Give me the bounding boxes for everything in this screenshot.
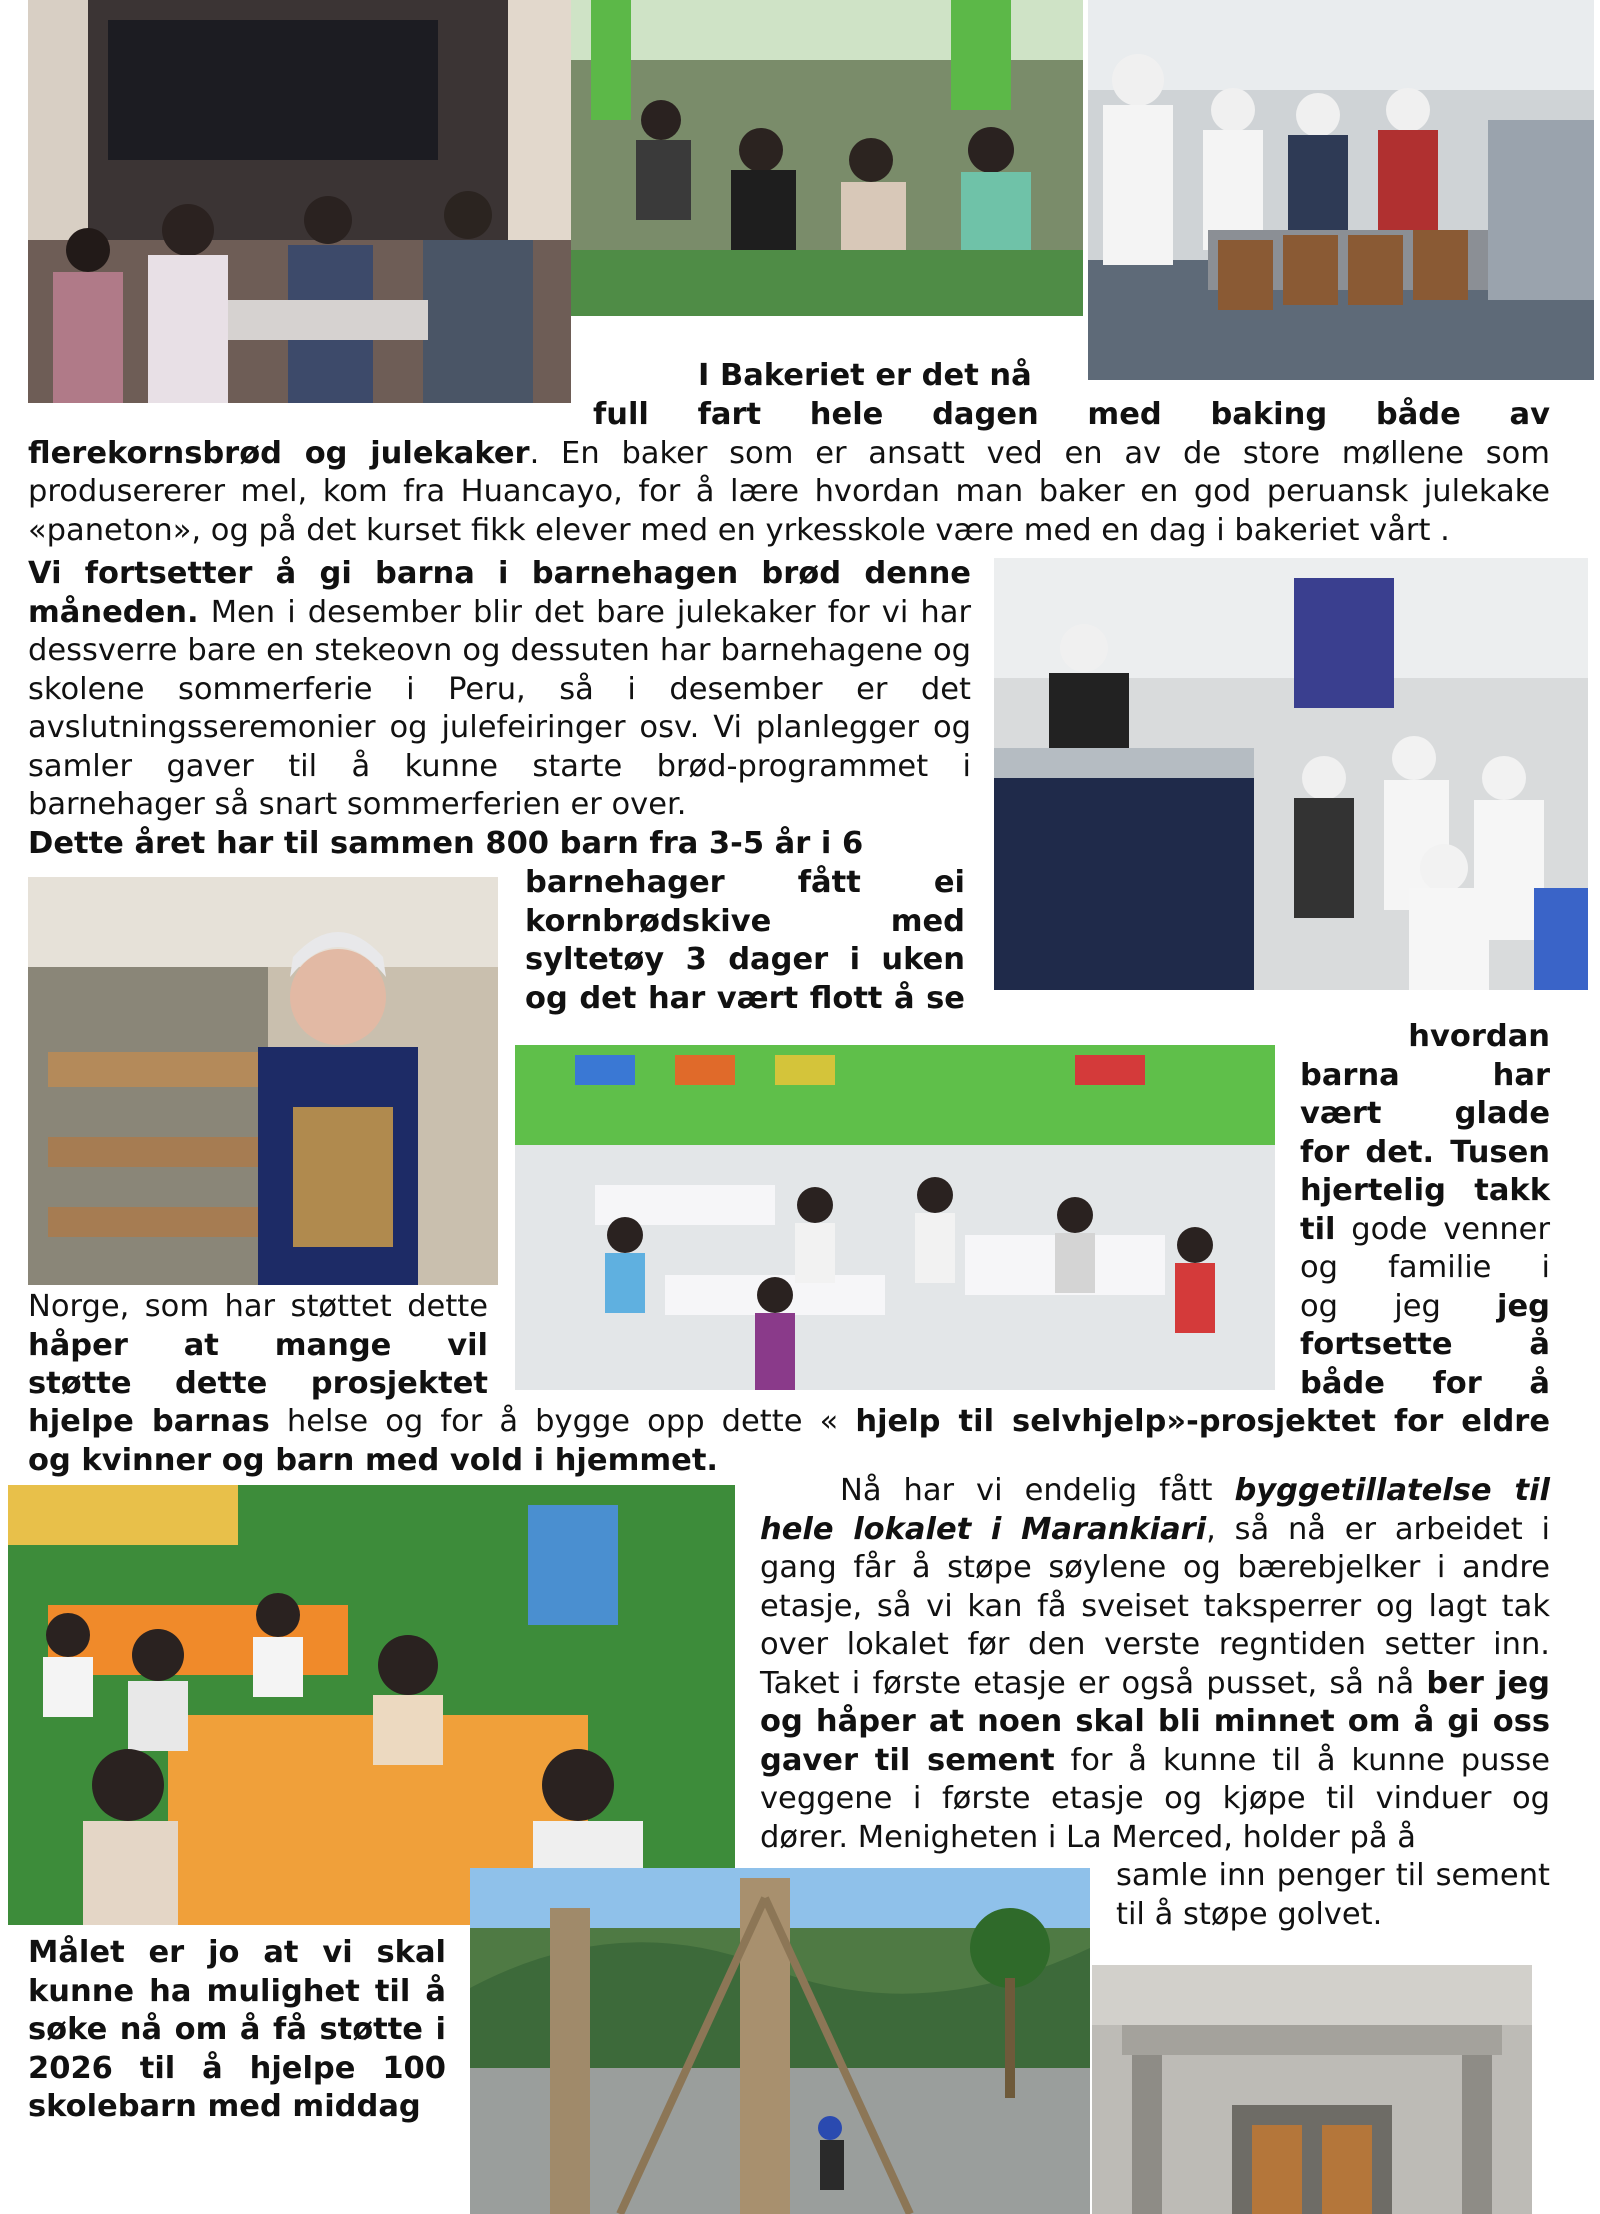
- support-column-left: Norge, som har støttet dette håper at mange vil støtte dette prosjektet: [28, 1289, 488, 1401]
- goal-paragraph: Målet er jo at vi skal kunne ha mulighet til å søke nå om å få støtte i 2026 til å hjelpe 100 skolebarn med middag: [28, 1935, 446, 2124]
- building-permit-paragraph: Nå har vi endelig fått byggetillatelse til hele lokalet i Marankiari, så nå er arbeidet i gang får å støpe søylene og bærebjelker i andre etasje, så vi kan få sveiset taksperrer og lagt tak over lokalet før den verste regntiden setter inn. Taket i første etasje er også pusset, så nå ber jeg og håper at noen skal bli minnet om å gi oss gaver til sement for å kunne til å kunne pusse veggene i første etasje og kjøpe til vinduer og dører. Menigheten i La Merced, holder på å: [760, 1473, 1550, 1855]
- kindergarten-paragraph: Vi fortsetter å gi barna i barnehagen brød denne måneden. Men i desember blir det bare julekaker for vi har dessverre bare en stekeovn og dessuten har barnehagene og skolene sommerferie i Peru, så i desember er det avslutningsseremonier og julefeiringer osv. Vi planlegger og samler gaver til å kunne starte brød-programmet i barnehager så snart sommerferien er over.: [28, 556, 971, 822]
- photo-baking-class: [994, 558, 1588, 990]
- photo-woman-with-bread: [28, 877, 498, 1285]
- photo-construction-pillars: [470, 1868, 1090, 2214]
- building-permit-paragraph-end: samle inn penger til sement til å støpe golvet.: [1116, 1858, 1550, 1932]
- photo-kindergarten: [515, 1045, 1275, 1390]
- photo-audience: [571, 0, 1083, 316]
- photo-children-eating: [8, 1485, 735, 1925]
- bakery-heading-line: I Bakeriet er det nå: [698, 358, 1032, 393]
- bakery-paragraph: full fart hele dagen med baking både av flerekornsbrød og julekaker. En baker som er ansatt ved en av de store møllene som produsererer mel, kom fra Huancayo, for å lære hvordan man baker en god peruansk julekake «paneton», og på det kurset fikk elever med en yrkesskole være med en dag i bakeriet vårt .: [28, 397, 1550, 548]
- support-paragraph-end: hjelpe barnas helse og for å bygge opp dette « hjelp til selvhjelp»-prosjektet for eldre og kvinner og barn med vold i hjemmet.: [28, 1404, 1551, 1478]
- photo-building-interior: [1092, 1965, 1532, 2214]
- photo-dining-hall: [28, 0, 571, 403]
- thanks-column-right: hvordan barna har vært glade for det. Tusen hjertelig takk til gode venner og familie i og jeg jeg fortsette å både for å: [1300, 1019, 1550, 1401]
- photo-bakers: [1088, 0, 1594, 380]
- stats-column-left: barnehager fått ei kornbrødskive med syltetøy 3 dager i uken og det har vært flott å se: [525, 865, 965, 1016]
- stats-line: Dette året har til sammen 800 barn fra 3-5 år i 6: [28, 826, 864, 861]
